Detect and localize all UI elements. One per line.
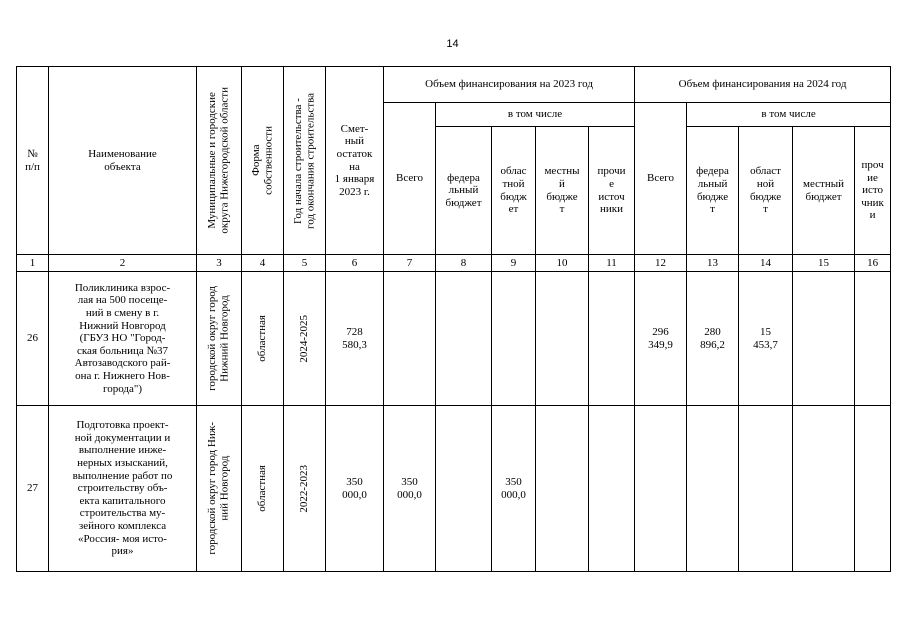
row-num: 26 — [17, 272, 49, 406]
header-fin-2023: Объем финансирования на 2023 год — [384, 67, 635, 103]
column-number: 5 — [284, 255, 326, 272]
row-local-2023 — [536, 406, 589, 572]
column-number: 11 — [589, 255, 635, 272]
row-municipality — [197, 272, 242, 406]
row-total-2023 — [384, 272, 436, 406]
header-other-2023: прочи е источ ники — [589, 127, 635, 255]
header-regional-2024: област ной бюдже т — [739, 127, 793, 255]
page-number: 14 — [446, 38, 459, 50]
row-ownership — [242, 272, 284, 406]
header-local-2023: местны й бюдже т — [536, 127, 589, 255]
header-ownership — [242, 67, 284, 255]
header-years — [284, 67, 326, 255]
column-number: 3 — [197, 255, 242, 272]
column-number: 2 — [49, 255, 197, 272]
column-number: 7 — [384, 255, 436, 272]
row-local-2023 — [536, 272, 589, 406]
header-total-2023: Всего — [384, 103, 436, 255]
row-regional-2023 — [492, 272, 536, 406]
header-federal-2024: федера льный бюдже т — [687, 127, 739, 255]
table-row — [17, 406, 891, 572]
column-number: 9 — [492, 255, 536, 272]
row-federal-2023 — [436, 406, 492, 572]
header-total-2024: Всего — [635, 103, 687, 255]
column-number: 15 — [793, 255, 855, 272]
column-number: 4 — [242, 255, 284, 272]
row-regional-2024: 15 453,7 — [739, 272, 793, 406]
row-years-text: 2024-2025 — [298, 314, 311, 363]
row-years — [284, 272, 326, 406]
header-including-2024: в том числе — [687, 103, 891, 127]
column-number: 16 — [855, 255, 891, 272]
financing-table — [16, 66, 891, 572]
row-name: Подготовка проект- ной документации и выполнение инже- нерных изысканий, выполнение работ по строительству объ- екта капитального строительства му- зейного комплекса «Россия- моя исто- рия» — [49, 406, 197, 572]
header-estimate: Смет- ный остаток на 1 января 2023 г. — [326, 67, 384, 255]
row-total-2024: 296 349,9 — [635, 272, 687, 406]
row-total-2024 — [635, 406, 687, 572]
row-other-2023 — [589, 406, 635, 572]
row-municipality-text: городской округ город Ниж- ний Новгород — [206, 422, 231, 555]
row-years-text: 2022-2023 — [298, 464, 311, 513]
row-total-2023: 350 000,0 — [384, 406, 436, 572]
row-regional-2023: 350 000,0 — [492, 406, 536, 572]
column-number: 1 — [17, 255, 49, 272]
row-federal-2024: 280 896,2 — [687, 272, 739, 406]
row-other-2024 — [855, 272, 891, 406]
header-years-text: Год начала строительства - год окончания строительства — [291, 92, 317, 229]
column-number: 13 — [687, 255, 739, 272]
header-local-2024: местный бюджет — [793, 127, 855, 255]
row-municipality-text: городской округ город Нижний Новгород — [206, 286, 231, 391]
row-regional-2024 — [739, 406, 793, 572]
column-number: 14 — [739, 255, 793, 272]
header-municipality-text: Муниципальные и городские округа Нижегородской области — [206, 87, 231, 234]
row-ownership-text: областная — [256, 315, 269, 362]
row-other-2023 — [589, 272, 635, 406]
column-number: 12 — [635, 255, 687, 272]
row-municipality — [197, 406, 242, 572]
row-other-2024 — [855, 406, 891, 572]
header-name: Наименование объекта — [49, 67, 197, 255]
row-estimate: 350 000,0 — [326, 406, 384, 572]
row-num: 27 — [17, 406, 49, 572]
header-other-2024: проч ие исто чник и — [855, 127, 891, 255]
row-local-2024 — [793, 272, 855, 406]
row-years — [284, 406, 326, 572]
header-federal-2023: федера льный бюджет — [436, 127, 492, 255]
header-regional-2023: облас тной бюдж ет — [492, 127, 536, 255]
row-name: Поликлиника взрос- лая на 500 посеще- ний в смену в г. Нижний Новгород (ГБУЗ НО "Город- ская больница №37 Автозаводского рай- она г. Нижнего Нов- города") — [49, 272, 197, 406]
header-num: № п/п — [17, 67, 49, 255]
column-number: 6 — [326, 255, 384, 272]
row-federal-2023 — [436, 272, 492, 406]
header-municipality — [197, 67, 242, 255]
header-ownership-text: Форма собственности — [249, 126, 275, 195]
row-local-2024 — [793, 406, 855, 572]
row-federal-2024 — [687, 406, 739, 572]
column-number: 8 — [436, 255, 492, 272]
row-ownership-text: областная — [256, 465, 269, 512]
row-estimate: 728 580,3 — [326, 272, 384, 406]
column-number: 10 — [536, 255, 589, 272]
column-number-row — [17, 255, 891, 272]
row-ownership — [242, 406, 284, 572]
header-including-2023: в том числе — [436, 103, 635, 127]
header-fin-2024: Объем финансирования на 2024 год — [635, 67, 891, 103]
table-row — [17, 272, 891, 406]
